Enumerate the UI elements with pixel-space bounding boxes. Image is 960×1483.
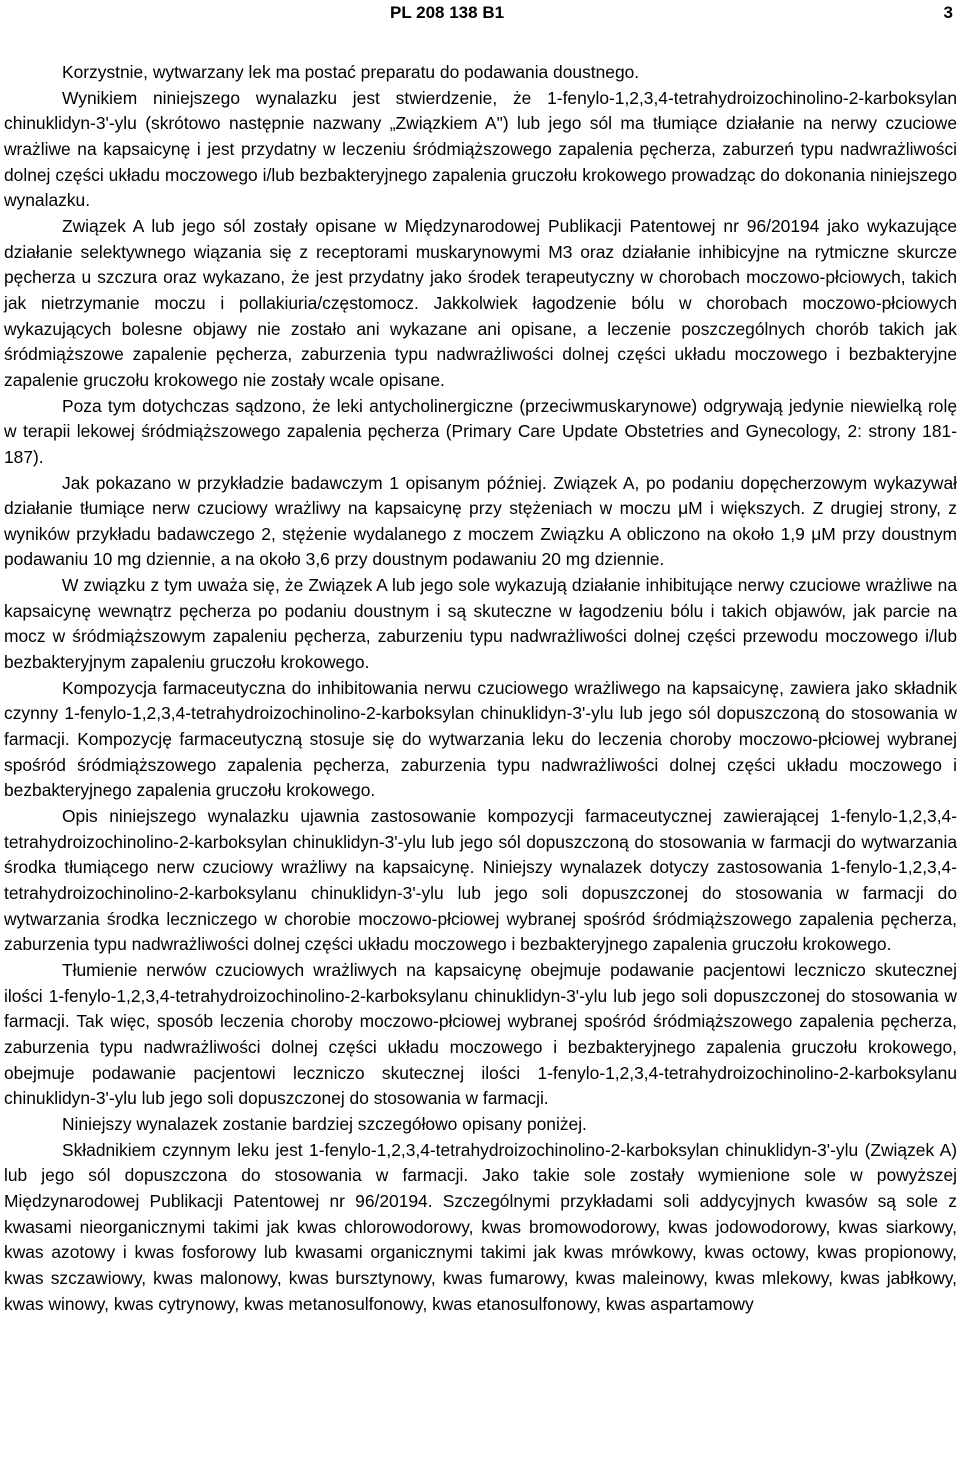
paragraph: Niniejszy wynalazek zostanie bardziej szczegółowo opisany poniżej. bbox=[62, 1113, 587, 1134]
page-number: 3 bbox=[943, 3, 953, 22]
paragraph: Kompozycja farmaceutyczna do inhibitowania nerwu czuciowego wrażliwego na kapsaicynę, zawiera jako składnik czynny 1-fenylo-1,2,3,4-tetrahydroizochinolino-2-karboksylan chinuklidyn-3'-ylu lub jego sól dopuszczoną do stosowania w farmacji. Kompozycję farmaceutyczną stosuje się do wytwarzania leku do leczenia choroby moczowo-płciowej wybranej spośród śródmiąższowego zapalenia pęcherza, zaburzenia typu nadwrażliwości dolnej części układu moczowego i bezbakteryjnego zapalenia gruczołu krokowego. bbox=[4, 677, 957, 801]
paragraph: Związek A lub jego sól zostały opisane w Międzynarodowej Publikacji Patentowej nr 96/20194 jako wykazujące działanie selektywnego wiązania się z receptorami muskarynowymi M3 oraz działanie inhibicyjne na rytmiczne skurcze pęcherza u szczura oraz wykazano, że jest przydatny jako środek terapeutyczny w chorobach moczowo-płciowych, takich jak nietrzymanie moczu i pollakiuria/częstomocz. Jakkolwiek łagodzenie bólu w chorobach moczowo-płciowych wykazujących bolesne objawy nie zostało ani wykazane ani opisane, a leczenie poszczególnych chorób takich jak śródmiąższowe zapalenie pęcherza, zaburzenia typu nadwrażliwości dolnej części układu moczowego i bezbakteryjne zapalenie gruczołu krokowego nie zostały wcale opisane. bbox=[4, 215, 957, 390]
document-body bbox=[4, 60, 957, 1317]
paragraph: Poza tym dotychczas sądzono, że leki antycholinergiczne (przeciwmuskarynowe) odgrywają jedynie niewielką rolę w terapii lekowej śródmiąższowego zapalenia pęcherza (Primary Care Update Obstetries and Gynecology, 2: strony 181-187). bbox=[4, 395, 957, 467]
paragraph: Wynikiem niniejszego wynalazku jest stwierdzenie, że 1-fenylo-1,2,3,4-tetrahydroizochinolino-2-karboksylan chinuklidyn-3'-ylu (skrótowo następnie nazwany „Związkiem A") lub jego sól ma tłumiące działanie na nerwy czuciowe wrażliwe na kapsaicynę i jest przydatny w leczeniu śródmiąższowego zapalenia pęcherza, zaburzeń typu nadwrażliwości dolnej części układu moczowego i/lub bezbakteryjnego zapalenia gruczołu krokowego prowadząc do dokonania niniejszego wynalazku. bbox=[4, 87, 957, 211]
paragraph: Składnikiem czynnym leku jest 1-fenylo-1,2,3,4-tetrahydroizochinolino-2-karboksylan chinuklidyn-3'-ylu (Związek A) lub jego sól dopuszczona do stosowania w farmacji. Jako takie sole zostały wymienione sole w powyższej Międzynarodowej Publikacji Patentowej nr 96/20194. Szczególnymi przykładami soli addycyjnych kwasów są sole z kwasami nieorganicznymi takimi jak kwas chlorowodorowy, kwas bromowodorowy, kwas jodowodorowy, kwas siarkowy, kwas azotowy i kwas fosforowy lub kwasami organicznymi takimi jak kwas mrówkowy, kwas octowy, kwas propionowy, kwas szczawiowy, kwas malonowy, kwas bursztynowy, kwas fumarowy, kwas maleinowy, kwas mlekowy, kwas jabłkowy, kwas winowy, kwas cytrynowy, kwas metanosulfonowy, kwas etanosulfonowy, kwas aspartamowy bbox=[4, 1139, 957, 1314]
paragraph: Jak pokazano w przykładzie badawczym 1 opisanym później. Związek A, po podaniu dopęcherzowym wykazywał działanie tłumiące nerw czuciowy wrażliwy na kapsaicynę przy stężeniach w moczu μM i większych. Z drugiej strony, z wyników przykładu badawczego 2, stężenie wydalanego z moczem Związku A obliczono na około 1,9 μM przy doustnym podawaniu 10 mg dziennie, a na około 3,6 przy doustnym podawaniu 20 mg dziennie. bbox=[4, 472, 957, 570]
document-id: PL 208 138 B1 bbox=[390, 3, 505, 22]
paragraph: W związku z tym uważa się, że Związek A lub jego sole wykazują działanie inhibitujące nerwy czuciowe wrażliwe na kapsaicynę wewnątrz pęcherza po podaniu doustnym i są skuteczne w łagodzeniu bólu i takich objawów, jak parcie na mocz w śródmiąższowym zapaleniu pęcherza, zaburzeniu typu nadwrażliwości dolnej części przewodu moczowego i/lub bezbakteryjnym zapaleniu gruczołu krokowego. bbox=[4, 575, 957, 673]
paragraph: Opis niniejszego wynalazku ujawnia zastosowanie kompozycji farmaceutycznej zawierającej 1-fenylo-1,2,3,4-tetrahydroizochinolino-2-karboksylan chinuklidyn-3'-ylu lub jego sól dopuszczoną do stosowania w farmacji do wytwarzania środka tłumiącego nerw czuciowy wrażliwy na kapsaicynę. Niniejszy wynalazek dotyczy zastosowania 1-fenylo-1,2,3,4-tetrahydroizochinolino-2-karboksylanu chinuklidyn-3'-ylu lub jego soli dopuszczonej do stosowania w farmacji do wytwarzania środka leczniczego w chorobie moczowo-płciowej wybranej spośród śródmiąższowego zapalenia pęcherza, zaburzenia typu nadwrażliwości dolnej części układu moczowego i bezbakteryjnego zapalenia gruczołu krokowego. bbox=[4, 806, 957, 955]
paragraph: Korzystnie, wytwarzany lek ma postać preparatu do podawania doustnego. bbox=[62, 62, 640, 82]
page-header bbox=[0, 3, 960, 25]
paragraph: Tłumienie nerwów czuciowych wrażliwych na kapsaicynę obejmuje podawanie pacjentowi leczniczo skutecznej ilości 1-fenylo-1,2,3,4-tetrahydroizochinolino-2-karboksylanu chinuklidyn-3'-ylu lub jego soli dopuszczonej do stosowania w farmacji. Tak więc, sposób leczenia choroby moczowo-płciowej wybranej spośród śródmiąższowego zapalenia pęcherza, zaburzenia typu nadwrażliwości dolnej części układu moczowego i bezbakteryjnego zapalenia gruczołu krokowego, obejmuje podawanie pacjentowi leczniczo skutecznej ilości 1-fenylo-1,2,3,4-tetrahydroizochinolino-2-karboksylanu chinuklidyn-3'-ylu lub jego soli dopuszczonej do stosowania w farmacji. bbox=[4, 959, 957, 1109]
